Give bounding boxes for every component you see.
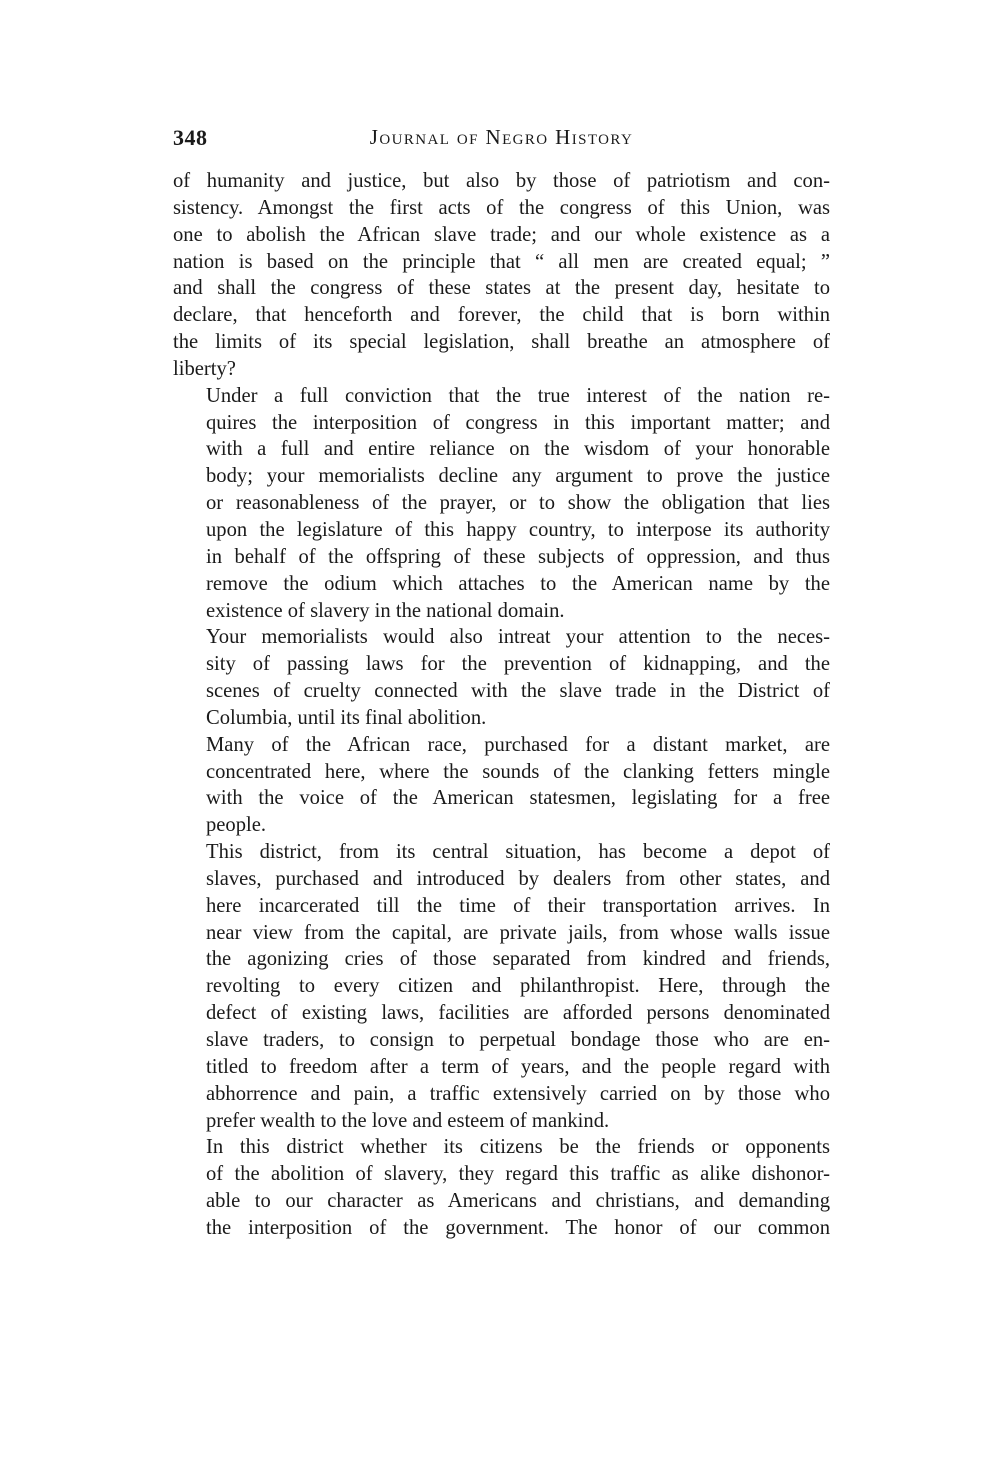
text-line: with a full and entire reliance on the wisdom of your honorable	[206, 438, 830, 461]
text-line: abhorrence and pain, a traffic extensively carried on by those who	[206, 1082, 830, 1105]
journal-page	[173, 120, 830, 1242]
text-line: scenes of cruelty connected with the slave trade in the District of	[206, 680, 830, 703]
paragraph	[173, 732, 830, 839]
page-number: 348	[173, 125, 208, 150]
text-line: revolting to every citizen and philanthropist. Here, through the	[206, 975, 830, 998]
text-line: or reasonableness of the prayer, or to show the obligation that lies	[206, 492, 830, 515]
text-line: of humanity and justice, but also by those of patriotism and con-	[173, 170, 830, 192]
text-line: here incarcerated till the time of their transportation arrives. In	[206, 894, 830, 917]
text-line: nation is based on the principle that “ all men are created equal; ”	[173, 250, 830, 273]
text-line: the interposition of the government. The honor of our common	[206, 1216, 830, 1239]
text-line: able to our character as Americans and christians, and demanding	[206, 1190, 830, 1213]
text-line: body; your memorialists decline any argument to prove the justice	[206, 465, 830, 488]
text-line: prefer wealth to the love and esteem of mankind.	[206, 1109, 610, 1132]
text-line: remove the odium which attaches to the American name by the	[206, 572, 830, 595]
text-line: people.	[206, 814, 267, 837]
text-line: near view from the capital, are private jails, from whose walls issue	[206, 921, 830, 944]
text-line: declare, that henceforth and forever, the child that is born within	[173, 304, 830, 327]
paragraph	[173, 1134, 830, 1241]
text-line: Columbia, until its final abolition.	[206, 706, 487, 729]
text-line: the limits of its special legislation, shall breathe an atmosphere of	[173, 331, 830, 354]
text-line: Many of the African race, purchased for a distant market, are	[206, 733, 830, 756]
text-line: the agonizing cries of those separated from kindred and friends,	[206, 948, 830, 971]
paragraph	[173, 839, 830, 1134]
text-line: slave traders, to consign to perpetual bondage those who are en-	[206, 1029, 830, 1051]
text-line: concentrated here, where the sounds of the clanking fetters mingle	[206, 760, 830, 783]
body-text	[173, 168, 830, 1242]
text-line: existence of slavery in the national domain.	[206, 599, 565, 622]
paragraph	[173, 383, 830, 625]
text-line: liberty?	[173, 357, 236, 380]
paragraph	[173, 624, 830, 731]
text-line: Your memorialists would also intreat your attention to the neces-	[206, 626, 830, 649]
text-line: with the voice of the American statesmen, legislating for a free	[206, 787, 830, 810]
text-line: upon the legislature of this happy country, to interpose its authority	[206, 518, 830, 541]
text-line: In this district whether its citizens be the friends or opponents	[206, 1136, 830, 1159]
running-head	[173, 120, 830, 154]
text-line: quires the interposition of congress in this important matter; and	[206, 411, 830, 434]
paragraph	[173, 168, 830, 383]
text-line: titled to freedom after a term of years, and the people regard with	[206, 1055, 830, 1078]
journal-title: Journal of Negro History	[369, 125, 634, 149]
text-line: in behalf of the offspring of these subjects of oppression, and thus	[206, 545, 830, 568]
text-line: one to abolish the African slave trade; and our whole existence as a	[173, 223, 830, 246]
text-line: Under a full conviction that the true interest of the nation re-	[206, 384, 830, 407]
text-line: of the abolition of slavery, they regard this traffic as alike dishonor-	[206, 1163, 830, 1186]
text-line: This district, from its central situation, has become a depot of	[206, 841, 830, 864]
text-line: and shall the congress of these states at the present day, hesitate to	[173, 277, 830, 300]
text-line: sity of passing laws for the prevention of kidnapping, and the	[206, 653, 830, 676]
text-line: slaves, purchased and introduced by dealers from other states, and	[206, 867, 830, 890]
text-line: sistency. Amongst the first acts of the congress of this Union, was	[173, 196, 830, 219]
text-line: defect of existing laws, facilities are afforded persons denominated	[206, 1002, 830, 1025]
